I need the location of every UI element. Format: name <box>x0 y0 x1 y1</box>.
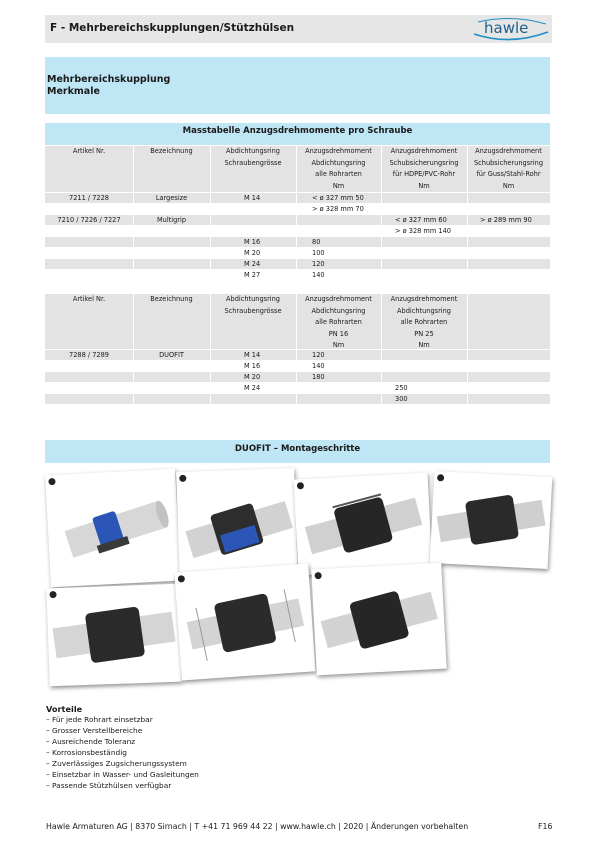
table-cell: M 14 <box>244 351 261 359</box>
table-cell: 120 <box>312 351 325 359</box>
table-header-cell: Anzugsdrehmoment <box>305 147 372 155</box>
table-header-cell: Nm <box>418 181 430 190</box>
table-cell: 80 <box>312 238 321 246</box>
table-header-cell: Schraubengrösse <box>224 158 282 167</box>
feature-title: Mehrbereichskupplung <box>47 74 171 85</box>
page-number: F16 <box>538 822 553 831</box>
table-cell: Multigrip <box>156 216 187 224</box>
footer-text: Hawle Armaturen AG | 8370 Sirnach | T +41 71 969 44 22 | www.hawle.ch | 2020 | Änderungen vorbehalten <box>46 822 469 831</box>
table-header-cell: Schubsicherungsring <box>473 158 544 167</box>
table-cell: M 24 <box>244 260 261 268</box>
table-cell: 7211 / 7228 <box>69 194 109 202</box>
table-header-cell: für Guss/Stahl-Rohr <box>476 170 541 178</box>
table-cell: M 24 <box>244 384 261 392</box>
table-cell: 180 <box>312 373 325 381</box>
table-header-cell: Anzugsdrehmoment <box>390 295 458 303</box>
table-cell: 7210 / 7226 / 7227 <box>57 216 121 224</box>
table-header-cell: Nm <box>418 341 430 349</box>
table-cell: M 16 <box>244 238 261 246</box>
table-header-cell: Nm <box>502 181 515 190</box>
torque-table-title: Masstabelle Anzugsdrehmomente pro Schraube <box>182 126 413 136</box>
table-row <box>45 372 550 382</box>
table-header-cell: Nm <box>332 181 345 190</box>
assembly-step-7-image <box>311 563 446 676</box>
table-row <box>45 394 550 404</box>
advantage-item: – Grosser Verstellbereiche <box>46 726 143 735</box>
table-header-cell: PN 16 <box>328 329 349 338</box>
table-header-cell: Schraubengrösse <box>224 306 282 315</box>
table-cell: M 20 <box>244 373 261 381</box>
table-cell: > ø 289 mm 90 <box>480 216 532 224</box>
advantage-item: – Zuverlässiges Zugsicherungssystem <box>46 759 187 768</box>
table-cell: 140 <box>312 362 325 370</box>
duofit-title: DUOFIT – Montageschritte <box>234 444 361 454</box>
table-cell: 250 <box>395 384 408 392</box>
table-header-cell: Abdichtungsring <box>397 306 451 315</box>
table-cell: M 27 <box>244 271 261 279</box>
assembly-step-5-image <box>46 584 181 687</box>
assembly-step-4-image <box>430 471 553 569</box>
table-row <box>45 259 550 269</box>
table-cell: > ø 328 mm 70 <box>312 205 364 213</box>
table-header-cell: Bezeichnung <box>150 295 193 303</box>
page-title: F - Mehrbereichskupplungen/Stützhülsen <box>50 22 295 34</box>
feature-subtitle: Merkmale <box>47 86 100 97</box>
advantage-item: – Passende Stützhülsen verfügbar <box>46 781 172 790</box>
table-cell: 7288 / 7289 <box>69 351 109 359</box>
table-cell: M 14 <box>244 194 261 202</box>
table-header-cell: PN 25 <box>414 329 434 338</box>
advantages-title: Vorteile <box>46 704 83 714</box>
assembly-step-1-image <box>45 469 181 588</box>
advantage-item: – Ausreichende Toleranz <box>46 737 136 746</box>
table-cell: < ø 327 mm 50 <box>312 194 364 202</box>
table-header-cell: Abdichtungsring <box>311 158 366 167</box>
table-cell: DUOFIT <box>159 351 184 359</box>
assembly-step-3-image <box>294 473 433 576</box>
table-cell: > ø 328 mm 140 <box>395 227 451 235</box>
table-header-cell: Anzugsdrehmoment <box>305 295 372 303</box>
table-cell: M 20 <box>244 249 261 257</box>
table-cell: Largesize <box>155 194 188 202</box>
table-header-cell: Abdichtungsring <box>226 147 280 155</box>
assembly-step-6-image <box>174 563 315 680</box>
table-header-cell: Nm <box>332 341 345 349</box>
table-cell: 140 <box>312 271 325 279</box>
table-cell: 100 <box>312 249 325 257</box>
table-header-cell: Schubsicherungsring <box>389 158 459 167</box>
table-header-cell: Artikel Nr. <box>72 147 106 155</box>
table-header-cell: alle Rohrarten <box>315 170 362 178</box>
advantage-item: – Korrosionsbeständig <box>46 748 127 757</box>
table-cell: 300 <box>395 395 408 403</box>
table-cell: 120 <box>312 260 325 268</box>
table-cell: < ø 327 mm 60 <box>395 216 447 224</box>
table-row <box>45 237 550 247</box>
table-header-cell: Anzugsdrehmoment <box>475 147 542 155</box>
table-header-cell: für HDPE/PVC-Rohr <box>392 170 456 178</box>
table-header-cell: Abdichtungsring <box>311 306 366 315</box>
table-header-cell: Anzugsdrehmoment <box>390 147 458 155</box>
hawle-logo <box>470 12 552 44</box>
advantage-item: – Für jede Rohrart einsetzbar <box>46 715 153 724</box>
logo-text: hawle <box>484 19 529 37</box>
table-header-cell: Bezeichnung <box>150 147 193 155</box>
feature-box <box>45 57 550 114</box>
table-header-cell: Artikel Nr. <box>72 295 106 303</box>
advantage-item: – Einsetzbar in Wasser- und Gasleitungen <box>46 770 199 779</box>
table-header-cell: Abdichtungsring <box>226 295 280 303</box>
table-header-cell: alle Rohrarten <box>400 318 448 326</box>
table-header-cell: alle Rohrarten <box>315 318 362 326</box>
table-cell: M 16 <box>244 362 261 370</box>
